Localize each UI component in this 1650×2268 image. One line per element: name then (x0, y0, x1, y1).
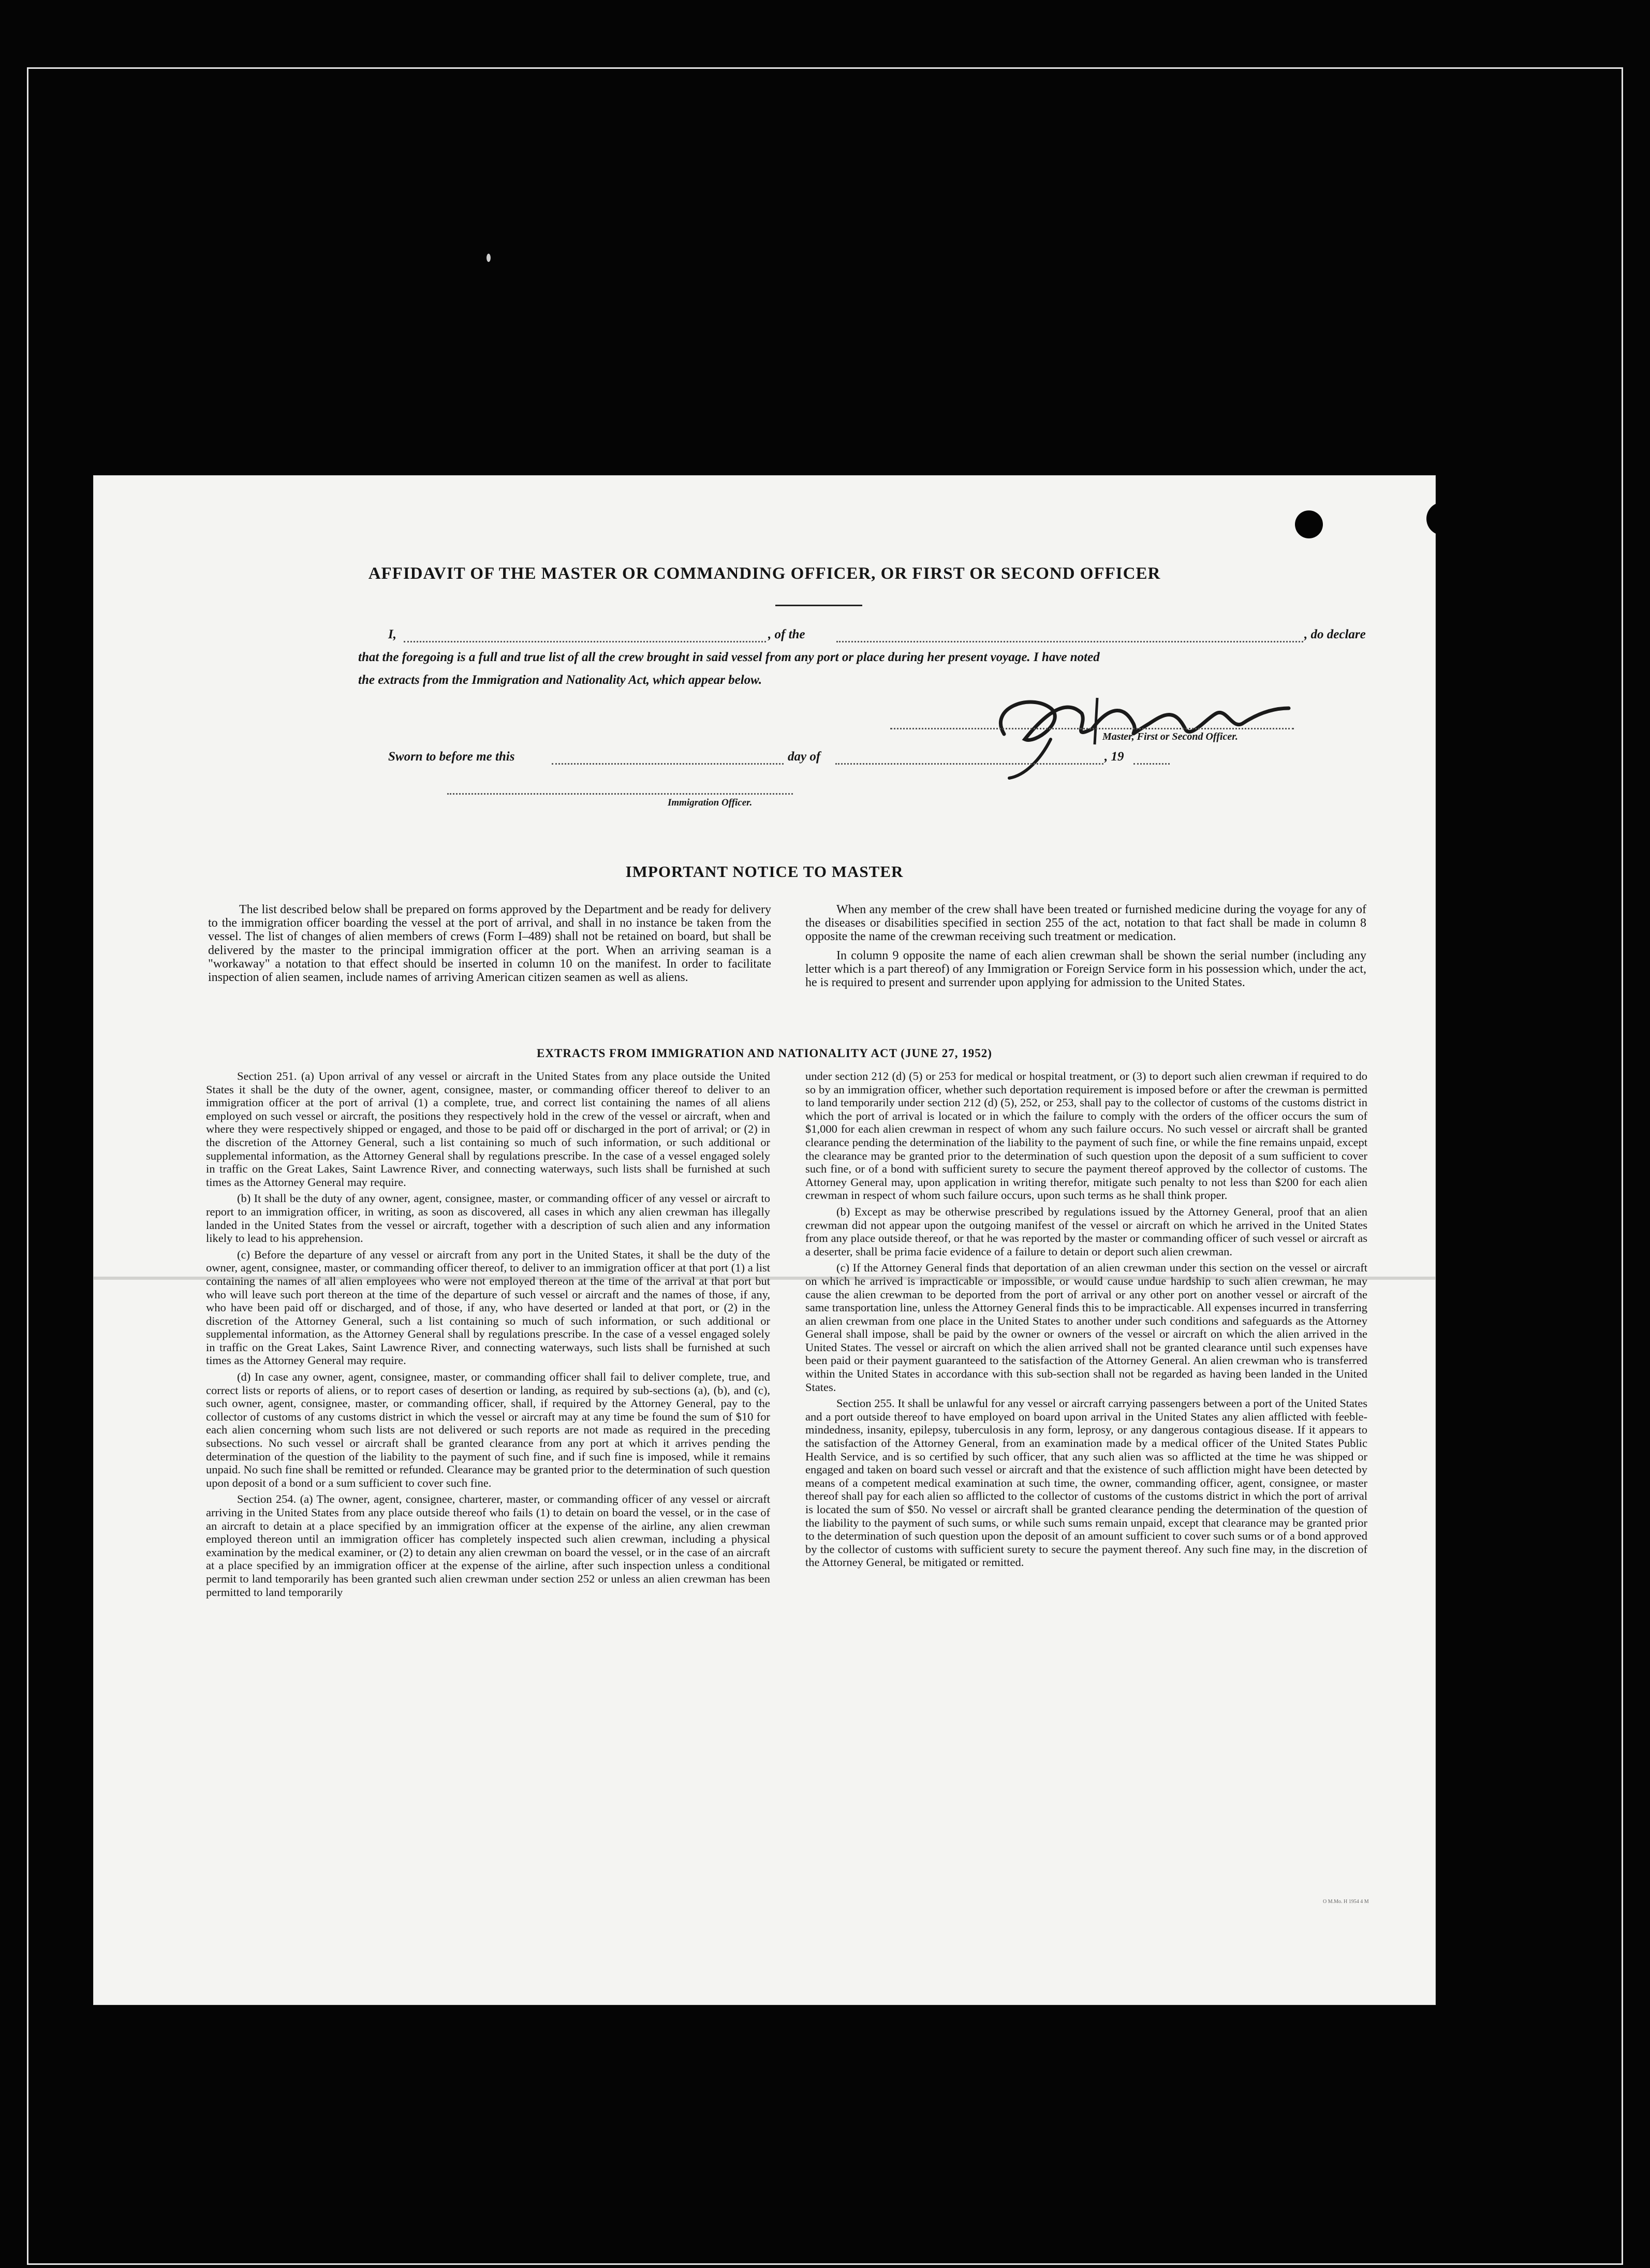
immigration-officer-caption: Immigration Officer. (668, 797, 753, 808)
affidavit-statement-line: that the foregoing is a full and true list of all the crew brought in said vessel from any port or place during her present voyage. I have noted (358, 650, 1100, 664)
name-blank-line (404, 641, 766, 642)
section-254a: Section 254. (a) The owner, agent, consignee, charterer, master, or commanding officer of any vessel or aircraft arriving in the United States from any place outside thereof who fails (1) to detain on board the vessel, or in the case of an aircraft to detain at a place specified by an immigration officer at the expense of the airline, any alien crewman employed thereon until an immigration officer has completely inspected such alien crewman, including a physical examination by the medical examiner, or (2) to detain any alien crewman on board the vessel, or in the case of an aircraft at a place specified by an immigration officer at the expense of the airline, after such inspection unless a conditional permit to land temporarily has been granted such alien crewman under section 252 or unless an alien crewman has been permitted to land temporarily (206, 1493, 770, 1599)
notice-left-paragraph: The list described below shall be prepared on forms approved by the Department and be ready for delivery to the immigration officer boarding the vessel at the port of arrival, and shall in no instance be taken from the vessel. The list of changes of alien members of crews (Form I–489) shall not be retained on board, but shall be delivered by the master to the principal immigration officer at the port. When an arriving seaman is a "workaway" a notation to that effect should be inserted in column 10 on the manifest. In order to facilitate inspection of alien seamen, include names of arriving American citizen seamen as well as aliens. (208, 903, 771, 985)
film-speck (487, 254, 491, 262)
extracts-right-column (805, 1070, 1367, 1572)
sworn-day-blank (552, 763, 784, 765)
punch-hole-left (1295, 510, 1323, 538)
extracts-left-column (206, 1070, 770, 1602)
sworn-month-blank (835, 763, 1103, 765)
day-of-label: day of (788, 750, 821, 764)
vessel-blank-line (836, 641, 1303, 642)
affidavit-i-label: I, (388, 627, 396, 641)
notice-right-column (805, 903, 1366, 992)
section-251d: (d) In case any owner, agent, consignee, master, or commanding officer shall fail to deliver complete, true, and correct lists or reports of aliens, or to report cases of desertion or landing, as required by sub-sections (a), (b), and (c), such owner, agent, consignee, master, or commanding officer, shall, if required by the Attorney General, pay to the collector of customs of any customs district in which the vessel or aircraft may at any time be found the sum of $10 for each alien concerning whom such lists are not delivered or such reports are not made as required in the preceding subsections. No such vessel or aircraft shall be granted clearance from any port at which it arrives pending the determination of the question of the liability to the payment of such fine, and if such fine is imposed, while it remains unpaid. No such fine shall be remitted or refunded. Clearance may be granted prior to the determination of such question upon deposit of a bond or a sum sufficient to cover such fine. (206, 1370, 770, 1489)
title-underline (775, 605, 862, 606)
section-251b: (b) It shall be the duty of any owner, agent, consignee, master, or commanding officer of any vessel or aircraft to report to an immigration officer, in writing, as soon as discovered, all cases in which any alien crewman has illegally landed in the United States from the vessel or aircraft, together with a description of such alien and any information likely to lead to his apprehension. (206, 1192, 770, 1245)
section-255: Section 255. It shall be unlawful for any vessel or aircraft carrying passengers between a port of the United States and a port outside thereof to have employed on board upon arrival in the United States any alien afflicted with feeble-mindedness, insanity, epilepsy, tuberculosis in any form, leprosy, or any dangerous contagious disease. If it appears to the satisfaction of the Attorney General, from an examination made by a medical officer of the United States Public Health Service, and is so certified by such officer, that any such alien was so afflicted at the time he was shipped or engaged and taken on board such vessel or aircraft and that the existence of such affliction might have been detected by means of a competent medical examination at such time, the owner, commanding officer, agent, consignee, or master thereof shall pay for each alien so afflicted to the collector of customs of the customs district in which the port of arrival is located the sum of $50. No vessel or aircraft shall be granted clearance pending the determination of the question of the liability to the payment of such sums, or while such sums remain unpaid, except that clearance may be granted prior to the determination of such question upon the deposit of an amount sufficient to cover such sums or of a bond approved by the collector of customs with sufficient surety to secure the payment thereof. Any such fine may, in the discretion of the Attorney General, be mitigated or remitted. (805, 1397, 1367, 1569)
section-254b: (b) Except as may be otherwise prescribed by regulations issued by the Attorney General, proof that an alien crewman did not appear upon the outgoing manifest of the vessel or aircraft on which he arrived in the United States from any place outside thereof, or that he was reported by the master or commanding officer of such vessel or aircraft as a deserter, shall be prima facie evidence of a failure to detain or deport such alien crewman. (805, 1205, 1367, 1258)
notice-left-column (208, 903, 771, 987)
punch-hole-right (1426, 502, 1436, 535)
signature-line (890, 728, 1294, 729)
notice-right-paragraph-2: In column 9 opposite the name of each alien crewman shall be shown the serial number (including any letter which is a part thereof) of any Immigration or Foreign Service form in his possession which, under the act, he is required to present and surrender upon applying for admission to the United States. (805, 948, 1366, 990)
affidavit-declare-label: , do declare (1304, 627, 1366, 641)
affidavit-of-the-label: , of the (768, 627, 805, 641)
affidavit-title: AFFIDAVIT OF THE MASTER OR COMMANDING OFFICER, OR FIRST OR SECOND OFFICER (368, 564, 1161, 583)
section-251a: Section 251. (a) Upon arrival of any vessel or aircraft in the United States from any place outside the United States it shall be the duty of the owner, agent, consignee, master, or commanding officer thereof to deliver to an immigration officer at the port of arrival (1) a complete, true, and correct list containing the names of all aliens employed on such vessel or aircraft, the positions they respectively hold in the crew of the vessel or aircraft, when and where they were respectively shipped or engaged, and those to be paid off or discharged in the port of arrival; or (2) in the discretion of the Attorney General, such a list containing so much of such information, or such additional or supplemental information, as the Attorney General shall by regulations prescribe. In the case of a vessel engaged solely in traffic on the Great Lakes, Saint Lawrence River, and connecting waterways, such lists shall be furnished at such times as the Attorney General may require. (206, 1070, 770, 1189)
section-254c: (c) If the Attorney General finds that deportation of an alien crewman under this section on the vessel or aircraft on which he arrived is impracticable or impossible, or would cause undue hardship to such alien crewman, he may cause the alien crewman to be deported from the port of arrival or any other port on another vessel or aircraft of the same transportation line, unless the Attorney General finds this to be impracticable. All expenses incurred in transferring an alien crewman from one place in the United States to another under such conditions and safeguards as the Attorney General shall impose, shall be paid by the owner or owners of the vessel or aircraft on which the alien arrived in the United States. The vessel or aircraft on which the alien arrived shall not be granted clearance until such expenses have been paid or their payment guaranteed to the satisfaction of the Attorney General. An alien crewman who is transferred within the United States in accordance with this sub-section shall not be regarded as having been landed in the United States. (805, 1261, 1367, 1394)
immigration-officer-line (447, 793, 793, 795)
print-code: O M.Mo. H 1954 4 M (1323, 1899, 1369, 1905)
year-label: , 19 (1104, 750, 1124, 764)
sworn-label: Sworn to before me this (388, 750, 515, 764)
sworn-year-blank (1133, 763, 1170, 765)
notice-right-paragraph-1: When any member of the crew shall have been treated or furnished medicine during the voyage for any of the diseases or disabilities specified in section 255 of the act, notation to that fact shall be made in column 8 opposite the name of the crewman receiving such treatment or medication. (805, 903, 1366, 944)
document-page (93, 475, 1436, 2005)
extracts-title: EXTRACTS FROM IMMIGRATION AND NATIONALITY ACT (JUNE 27, 1952) (537, 1047, 992, 1060)
signature-caption: Master, First or Second Officer. (1102, 731, 1238, 742)
affidavit-extracts-line: the extracts from the Immigration and Nationality Act, which appear below. (358, 673, 762, 687)
section-254a-continued: under section 212 (d) (5) or 253 for medical or hospital treatment, or (3) to deport such alien crewman if required to do so by an immigration officer, whether such deportation requirement is imposed before or after the crewman is permitted to land temporarily under section 212 (d) (5), 252, or 253, shall pay to the collector of customs of the customs district in which the port of arrival is located or in which the failure to comply with the orders of the officer occurs the sum of $1,000 for each alien crewman in respect of whom any such failure occurs. No such vessel or aircraft shall be granted clearance pending the determination of the liability to the payment of such fine, or while the fine remains unpaid, except the clearance may be granted prior to the determination of such question upon the deposit of a sum sufficient to cover such fine, or of a bond with sufficient surety to secure the payment thereof approved by the collector of customs. The Attorney General may, upon application in writing therefor, mitigate such penalty to not less than $200 for each alien crewman in respect of whom such failure occurs, upon such terms as he shall think proper. (805, 1070, 1367, 1202)
notice-title: IMPORTANT NOTICE TO MASTER (625, 862, 904, 881)
section-251c: (c) Before the departure of any vessel or aircraft from any port in the United States, it shall be the duty of the owner, agent, consignee, master, or commanding officer thereof, to deliver to an immigration officer at that port (1) a list containing the names of all alien employees who were not employed thereon at the time of the arrival at that port but who will leave such port thereon at the time of the departure of such vessel or aircraft and the names of those, if any, who have been paid off or discharged, and of those, if any, who have deserted or landed at that port, or (2) in the discretion of the Attorney General, such a list containing so much of such information, or such additional or supplemental information, as the Attorney General shall by regulations prescribe. In the case of a vessel engaged solely in traffic on the Great Lakes, Saint Lawrence River, and connecting waterways, such lists shall be furnished at such times as the Attorney General may require. (206, 1248, 770, 1367)
